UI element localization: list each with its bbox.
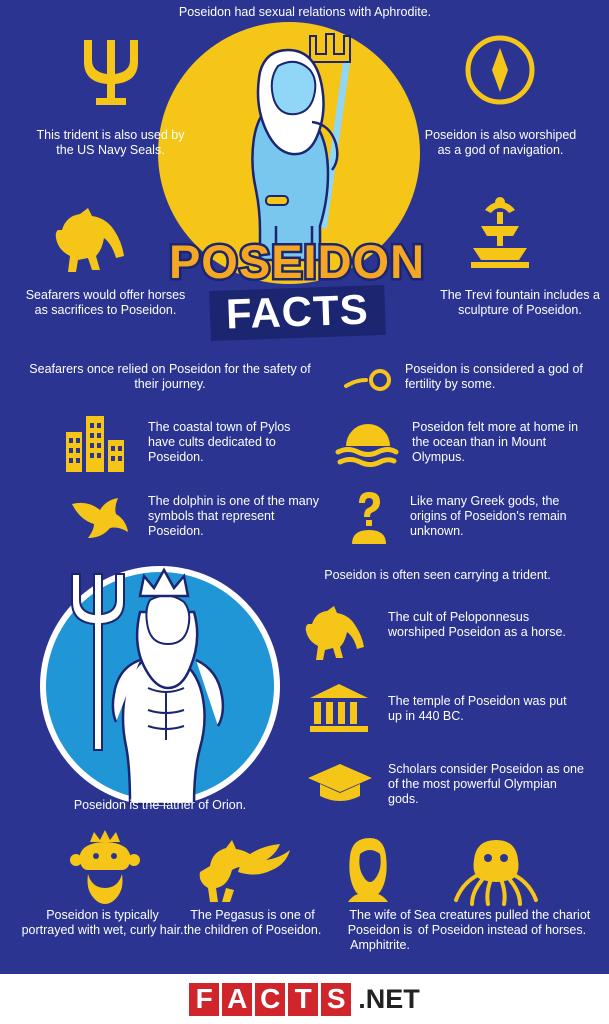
horse-icon-peloponnesus — [306, 606, 368, 658]
title-line-1: POSEIDON — [168, 235, 426, 288]
footer-bar — [0, 974, 609, 1024]
horse-icon-seafarers — [54, 208, 130, 272]
fact-dolphin-text: The dolphin is one of the many symbols that represent Poseidon. — [148, 494, 319, 538]
fact-carrying-trident-text: Poseidon is often seen carrying a trident. — [324, 568, 551, 582]
fact-navy-seals-text: This trident is also used by the US Navy Seals. — [36, 128, 185, 157]
page-title — [152, 235, 442, 348]
fact-origins-text: Like many Greek gods, the origins of Poseidon's remain unknown. — [410, 494, 567, 538]
temple-icon — [308, 684, 370, 732]
trident-icon — [80, 36, 142, 108]
logo-letter-s: S — [321, 983, 351, 1016]
graduation-cap-icon — [306, 762, 374, 806]
poseidon-head-icon — [62, 830, 148, 906]
fact-seafarers-horses-text: Seafarers would offer horses as sacrifices to Poseidon. — [25, 288, 186, 317]
fact-sea-creatures-text: Sea creatures pulled the chariot of Poseidon instead of horses. — [413, 908, 591, 937]
dolphin-icon — [68, 492, 132, 542]
poseidon-statue-illustration — [48, 560, 280, 810]
poseidon-hero-illustration — [212, 26, 387, 266]
title-line-2-box — [209, 285, 385, 341]
title-line-2: FACTS — [224, 285, 370, 338]
woman-icon — [344, 836, 396, 902]
logo-letter-c: C — [255, 983, 285, 1016]
compass-icon — [464, 34, 536, 106]
fact-temple-text: The temple of Poseidon was put up in 440 BC. — [388, 694, 567, 723]
fact-fertility-text: Poseidon is considered a god of fertility by some. — [405, 362, 583, 391]
city-icon — [64, 414, 128, 474]
logo-suffix: .NET — [358, 983, 420, 1014]
sperm-icon — [344, 368, 392, 394]
octopus-icon — [448, 836, 544, 906]
facts-net-logo[interactable] — [189, 983, 420, 1016]
fact-navigation-text: Poseidon is also worshiped as a god of navigation. — [424, 128, 577, 157]
logo-letter-a: A — [222, 983, 252, 1016]
fact-peloponnesus-text: The cult of Peloponnesus worshiped Poseidon as a horse. — [388, 610, 566, 639]
logo-letter-t: T — [288, 983, 318, 1016]
fact-amphitrite-text: The wife of Poseidon is Amphitrite. — [347, 908, 413, 952]
fact-trevi-text: The Trevi fountain includes a sculpture of Poseidon. — [440, 288, 600, 317]
fact-scholars-text: Scholars consider Poseidon as one of the most powerful Olympian gods. — [388, 762, 584, 806]
fact-father-orion-text: Poseidon is the father of Orion. — [73, 798, 247, 812]
fact-aphrodite-text: Poseidon had sexual relations with Aphrodite. — [178, 5, 432, 19]
logo-letter-f: F — [189, 983, 219, 1016]
ocean-sunset-icon — [334, 420, 400, 468]
fact-curly-hair-text: Poseidon is typically portrayed with wet, curly hair. — [21, 908, 184, 937]
fact-ocean-home-text: Poseidon felt more at home in the ocean than in Mount Olympus. — [412, 420, 579, 464]
fact-pylos-text: The coastal town of Pylos have cults dedicated to Poseidon. — [148, 420, 291, 464]
fact-pegasus-text: The Pegasus is one of the children of Poseidon. — [183, 908, 322, 937]
pegasus-icon — [198, 834, 298, 904]
question-person-icon — [344, 488, 394, 546]
fountain-icon — [465, 196, 535, 272]
fact-safety-text: Seafarers once relied on Poseidon for the safety of their journey. — [29, 362, 311, 391]
